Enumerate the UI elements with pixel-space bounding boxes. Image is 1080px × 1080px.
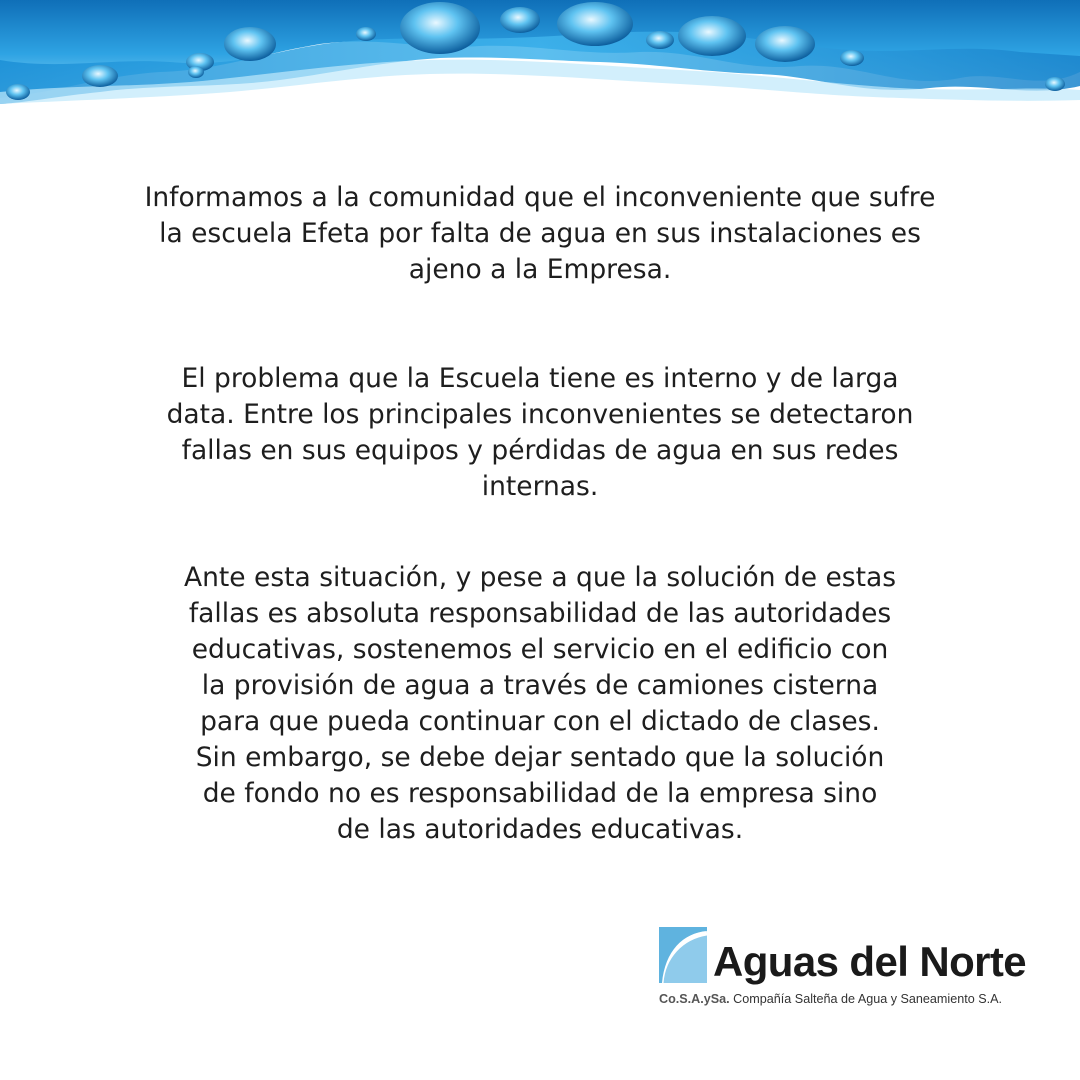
paragraph-line: fallas es absoluta responsabilidad de las autoridades — [188, 598, 892, 629]
company-abbreviation: Co.S.A.ySa. — [659, 992, 730, 1006]
paragraph-line: para que pueda continuar con el dictado de clases. — [200, 706, 880, 737]
paragraph-line: El problema que la Escuela tiene es interno y de larga — [181, 363, 899, 394]
notice-paragraph-2 — [0, 361, 1080, 505]
notice-paragraph-3 — [0, 560, 1080, 848]
company-full-name — [659, 991, 1002, 1007]
water-wave-graphic — [0, 0, 1080, 120]
paragraph-line: educativas, sostenemos el servicio en el edificio con — [191, 634, 889, 665]
paragraph-line: Ante esta situación, y pese a que la solución de estas — [183, 562, 897, 593]
company-name: Aguas del Norte — [713, 938, 1027, 985]
paragraph-line: la escuela Efeta por falta de agua en sus instalaciones es — [159, 218, 921, 249]
paragraph-line: fallas en sus equipos y pérdidas de agua en sus redes — [181, 435, 899, 466]
aguas-del-norte-mark-icon — [659, 927, 707, 983]
water-splash-banner — [0, 0, 1080, 120]
paragraph-line: de fondo no es responsabilidad de la empresa sino — [202, 778, 878, 809]
paragraph-line: Sin embargo, se debe dejar sentado que la solución — [195, 742, 885, 773]
paragraph-line: ajeno a la Empresa. — [408, 254, 672, 285]
paragraph-line: de las autoridades educativas. — [336, 814, 744, 845]
paragraph-line: internas. — [481, 471, 599, 502]
notice-paragraph-1 — [0, 180, 1080, 288]
paragraph-line: data. Entre los principales inconvenientes se detectaron — [166, 399, 914, 430]
paragraph-line: la provisión de agua a través de camiones cisterna — [201, 670, 879, 701]
paragraph-line: Informamos a la comunidad que el inconveniente que sufre — [144, 182, 936, 213]
company-legal-name: Compañía Salteña de Agua y Saneamiento S.A. — [729, 992, 1003, 1006]
company-logo — [655, 924, 1045, 1014]
